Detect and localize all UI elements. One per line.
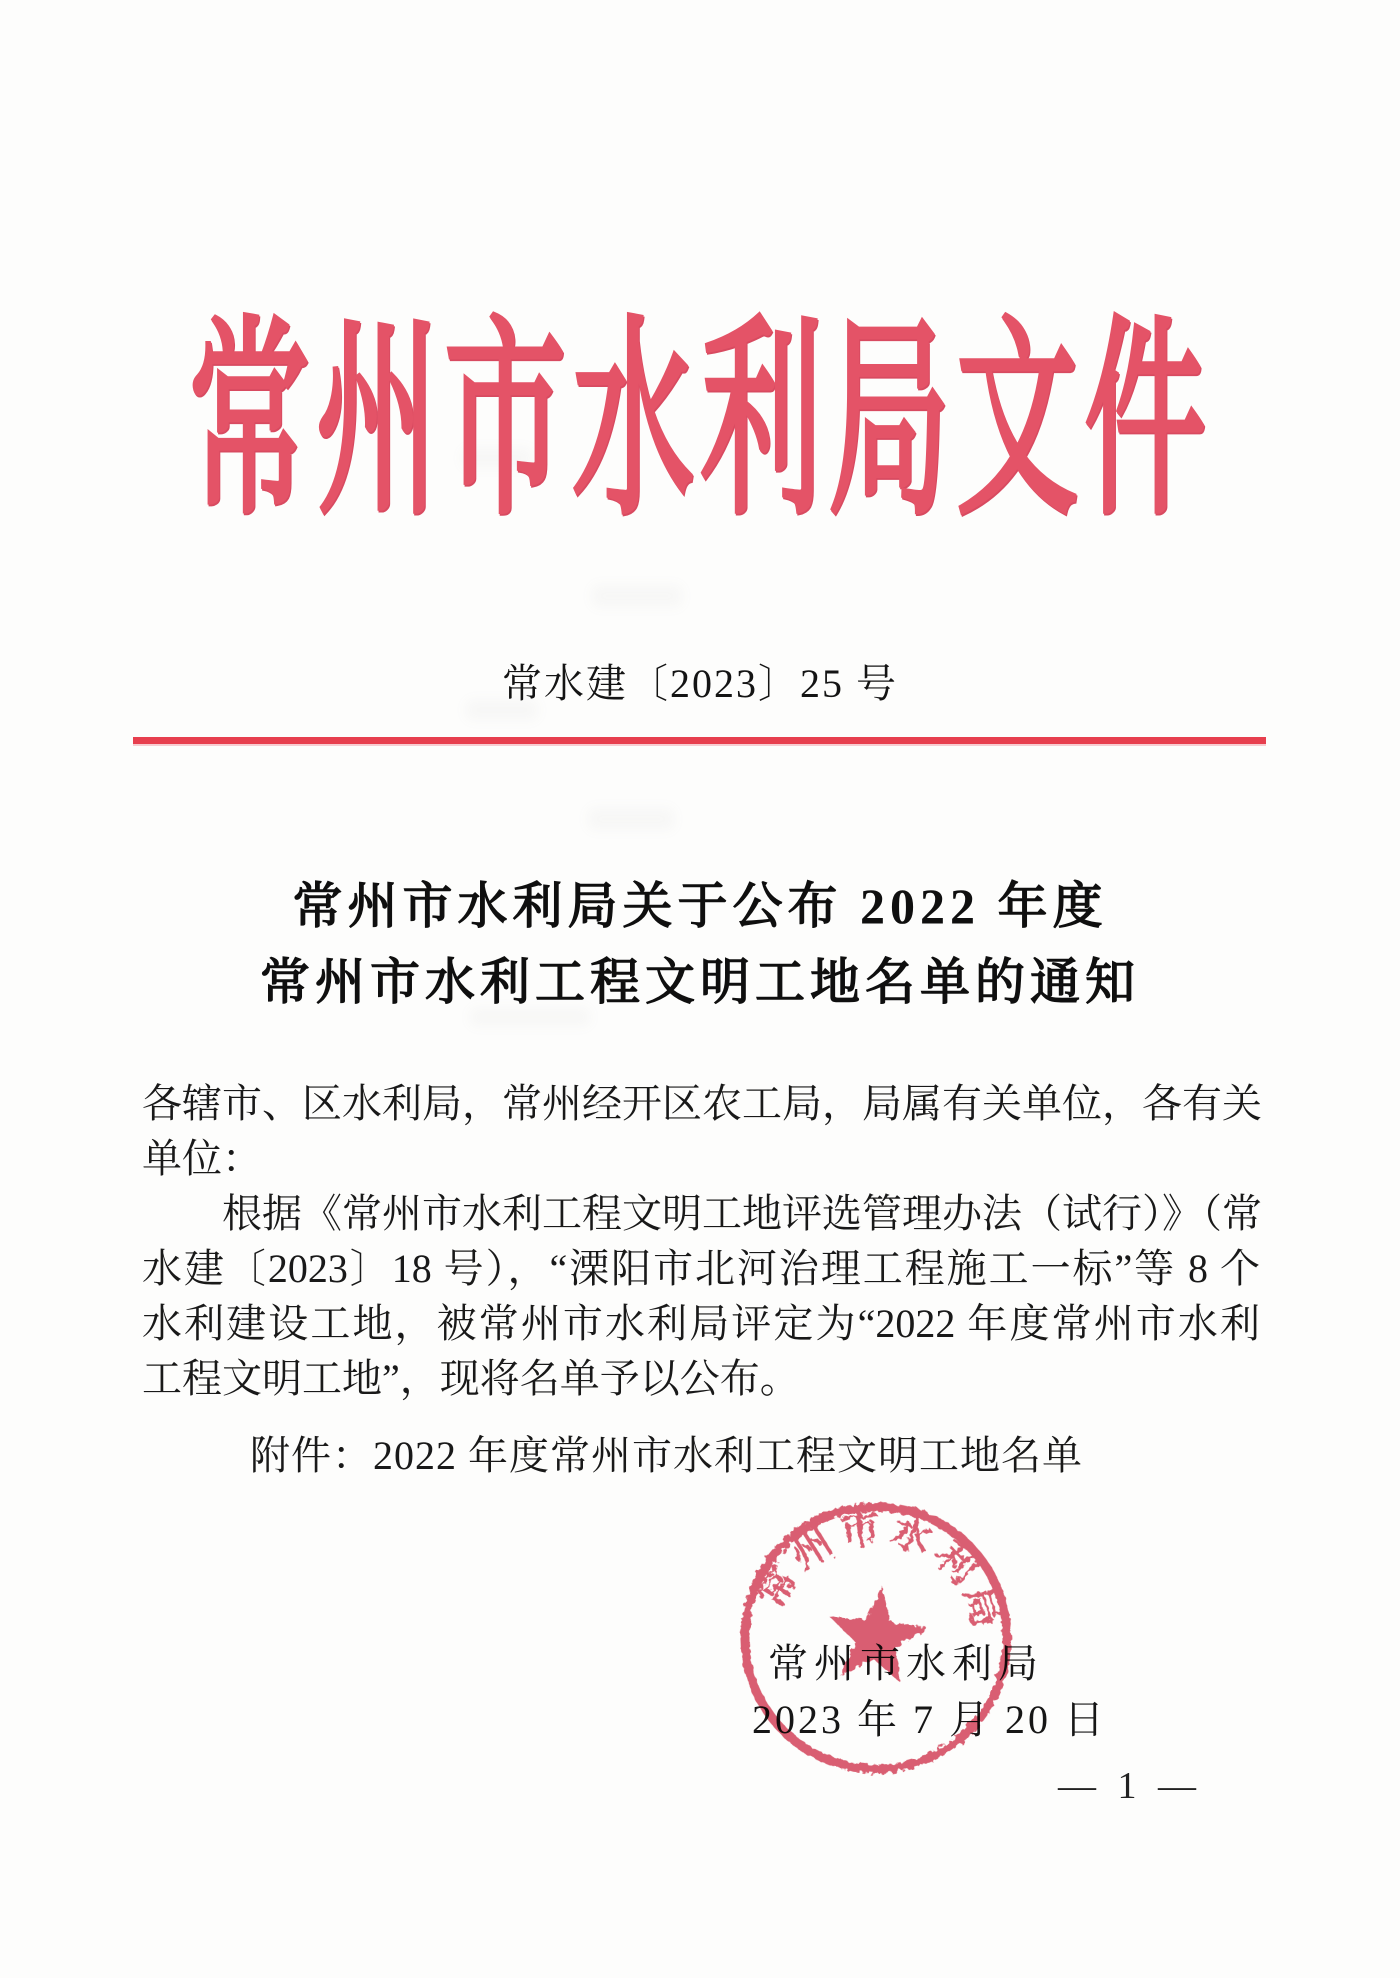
bleed-through-artifact xyxy=(592,585,682,607)
body-line: 工程文明工地”，现将名单予以公布。 xyxy=(142,1356,800,1401)
page-number: — 1 — xyxy=(1058,1765,1202,1807)
official-seal xyxy=(730,1496,1022,1788)
letterhead-title: 常州市水利局文件 xyxy=(188,305,1212,542)
letterhead-banner xyxy=(0,305,1400,542)
letterhead-rule xyxy=(133,737,1266,744)
document-number: 常水建〔2023〕25 号 xyxy=(502,661,898,706)
body-line: 水利建设工地，被常州市水利局评定为“2022 年度常州市水利 xyxy=(142,1301,1260,1346)
body-line: 单位： xyxy=(142,1136,262,1181)
body-line: 各辖市、区水利局，常州经开区农工局，局属有关单位，各有关 xyxy=(142,1081,1262,1126)
signature-date: 2023 年 7 月 20 日 xyxy=(752,1697,1107,1742)
signature-issuer: 常州市水利局 xyxy=(768,1641,1044,1686)
notice-title-line1: 常州市水利局关于公布 2022 年度 xyxy=(292,878,1108,934)
attachment-line: 附件：2022 年度常州市水利工程文明工地名单 xyxy=(250,1433,1083,1478)
notice-title xyxy=(0,868,1400,1020)
body-line: 根据《常州市水利工程文明工地评选管理办法（试行）》（常 xyxy=(222,1191,1262,1236)
bleed-through-artifact xyxy=(588,808,674,830)
notice-title-line2: 常州市水利工程文明工地名单的通知 xyxy=(260,954,1140,1010)
star-icon xyxy=(822,1580,932,1685)
notice-body xyxy=(142,1076,1260,1406)
body-line: 水建〔2023〕18 号），“溧阳市北河治理工程施工一标”等 8 个 xyxy=(142,1246,1260,1291)
seal-text: 常州市水利局 xyxy=(747,1505,1013,1639)
